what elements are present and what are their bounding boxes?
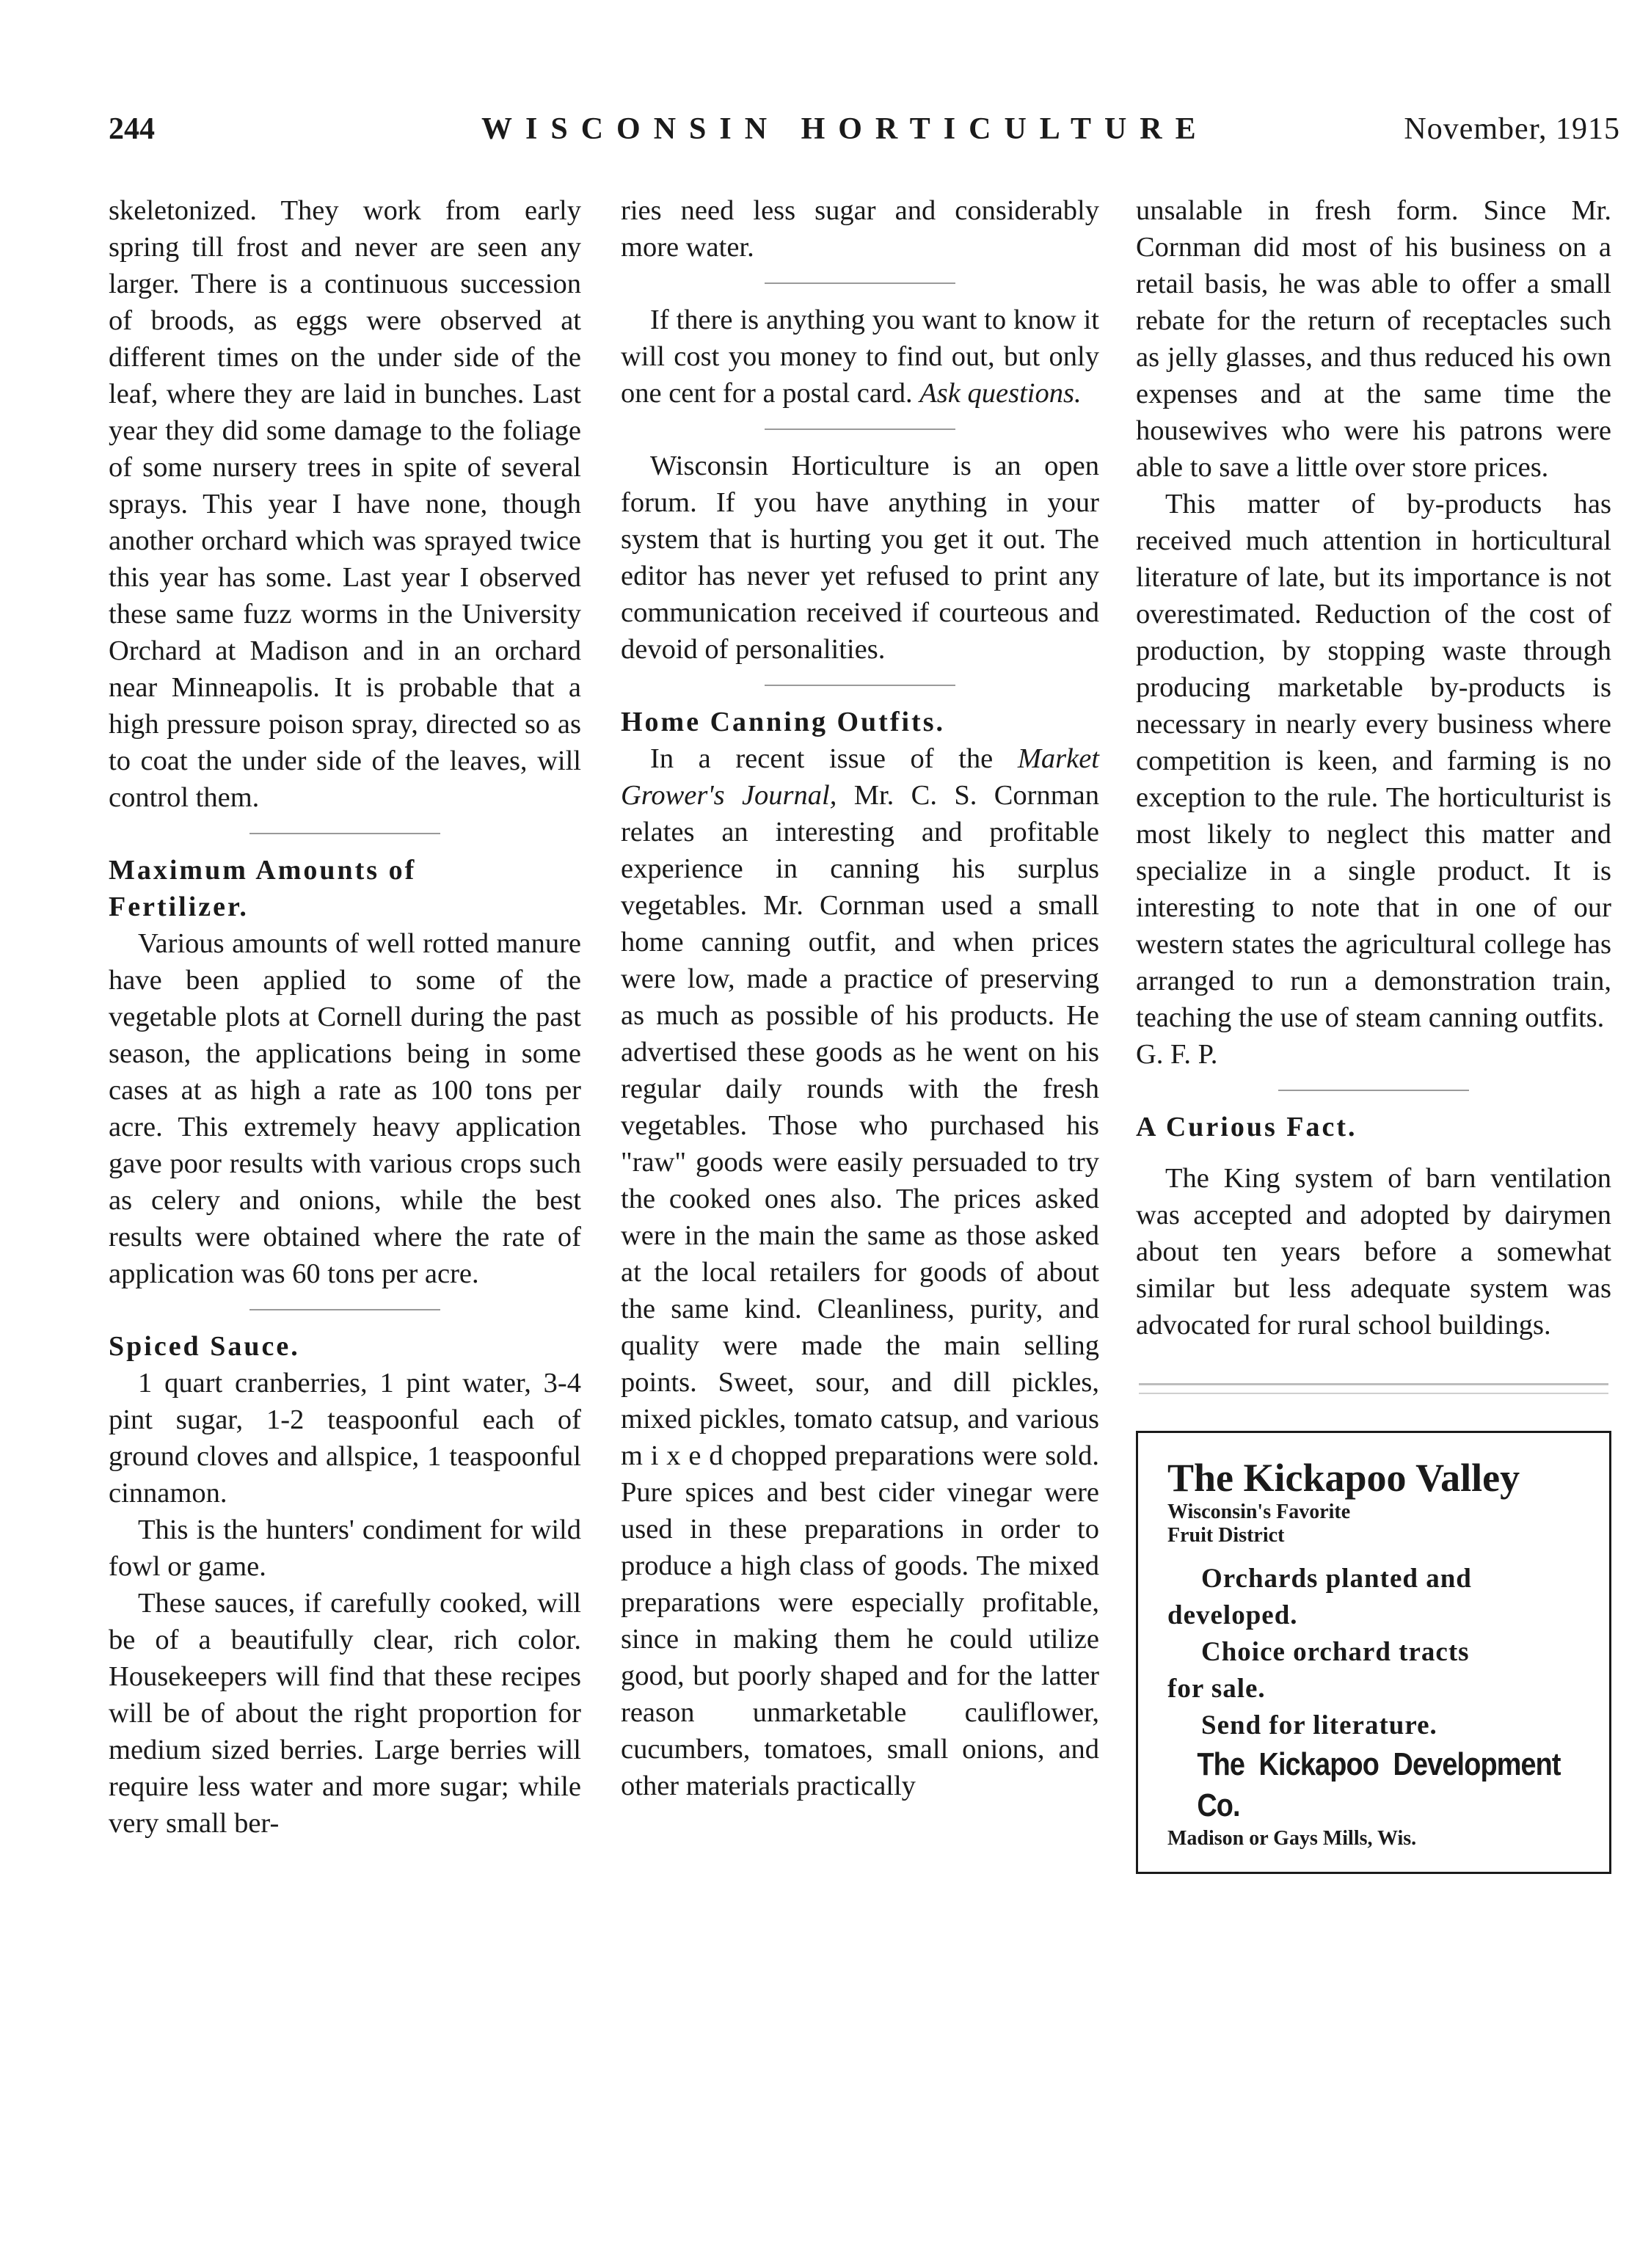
journal-name-emphasis: Market Grower's Journal, <box>621 743 1100 811</box>
author-signature: G. F. P. <box>1136 1039 1218 1070</box>
ad-title: The Kickapoo Valley <box>1167 1456 1520 1500</box>
running-header <box>109 112 1620 156</box>
section-divider <box>249 1309 440 1310</box>
ad-tracts-line: for sale. <box>1167 1674 1266 1704</box>
column-right <box>1136 192 1611 1874</box>
ad-orchards-line: Orchards planted and <box>1201 1564 1472 1594</box>
heading-maximum-fertilizer <box>109 852 581 925</box>
sauces-paragraph: These sauces, if carefully cooked, will be of a beautifully clear, rich color. Housekeepers will find that these recipes will be of about the right proportion for medium sized berries. Large berries will require less water and more sugar; while very small ber- <box>109 1588 581 1839</box>
canning-continuation-paragraph: unsalable in fresh form. Since Mr. Cornman did most of his business on a retail basis, he was able to offer a small rebate for the return of receptacles such as jelly glasses, and thus reduced his own expenses and at the same time the housewives who were his patrons were able to save a little over store prices. <box>1136 195 1611 483</box>
ad-address: Madison or Gays Mills, Wis. <box>1167 1827 1417 1850</box>
issue-date: November, 1915 <box>1404 112 1620 146</box>
section-divider <box>249 833 440 834</box>
section-divider <box>765 685 955 686</box>
advert-divider <box>1139 1383 1608 1385</box>
heading-line: Fertilizer. <box>109 891 249 922</box>
ad-company-name: The Kickapoo Development Co. <box>1197 1746 1561 1823</box>
recipe-paragraph: 1 quart cranberries, 1 pint water, 3-4 pint sugar, 1-2 teaspoonful each of ground cloves and allspice, 1 teaspoonful cinnamon. <box>109 1368 581 1509</box>
ad-orchards-line: developed. <box>1167 1600 1298 1630</box>
sauce-continuation-paragraph: ries need less sugar and considerably more water. <box>621 195 1099 263</box>
kickapoo-advertisement <box>1136 1431 1611 1874</box>
page-number: 244 <box>109 112 155 146</box>
heading-spiced-sauce: Spiced Sauce. <box>109 1331 300 1362</box>
fertilizer-paragraph: Various amounts of well rotted manure have been applied to some of the vegetable plots at Cornell during the past season, the applications being in some cases at as high a rate as 100 tons per acre. This extremely heavy application gave poor results with various crops such as celery and onions, while the best results were obtained where the rate of application was 60 tons per acre. <box>109 928 581 1289</box>
questions-text: If there is anything you want to know it will cost you money to find out, but only one cent for a postal card. <box>621 305 1099 409</box>
ask-questions-emphasis: Ask questions. <box>919 378 1082 409</box>
column-left <box>109 192 581 1842</box>
curious-fact-paragraph: The King system of barn ventilation was accepted and adopted by dairymen about ten years before a somewhat similar but less adequate system was advocated for rural school buildings. <box>1136 1163 1611 1341</box>
ad-subtitle: Wisconsin's Favorite <box>1167 1501 1351 1523</box>
heading-home-canning: Home Canning Outfits. <box>621 707 945 737</box>
canning-text-body: Mr. C. S. Cornman relates an interesting and profitable experience in canning his surplus vegetables. Mr. Cornman used a small home canning outfit, and when prices were low, made a practice of preserving as much as possible of his products. He advertised these goods as he went on his regular daily rounds with the fresh vegetables. Those who purchased his "raw" goods were easily persuaded to try the cooked ones also. The prices asked were in the main the same as those asked at the local retailers for goods of about the same kind. Cleanliness, purity, and quality were made the main selling points. Sweet, sour, and dill pickles, mixed pickles, tomato catsup, and various m i x e d chopped preparations were sold. Pure spices and best cider vinegar were used in these preparations in order to produce a high class of goods. The mixed preparations were especially profitable, since in making them he could utilize good, but poorly shaped and for the latter reason unmarketable cauliflower, cucumbers, tomatoes, small onions, and other materials practically <box>621 780 1100 1801</box>
advert-divider <box>1139 1393 1608 1394</box>
section-divider <box>765 282 955 284</box>
section-divider <box>1278 1090 1469 1091</box>
journal-title: WISCONSIN HORTICULTURE <box>481 112 1209 146</box>
questions-paragraph <box>621 302 1099 412</box>
ad-literature-line: Send for literature. <box>1201 1710 1437 1740</box>
section-divider <box>765 429 955 430</box>
open-forum-paragraph: Wisconsin Horticulture is an open forum. If you have anything in your system that is hurting you get it out. The editor has never yet refused to print any communication received if courteous and devoid of personalities. <box>621 451 1099 665</box>
heading-line: Maximum Amounts of <box>109 855 417 886</box>
canning-paragraph <box>621 740 1099 1804</box>
by-products-paragraph: This matter of by-products has received much attention in horticultural literature of late, but its importance is not overestimated. Reduction of the cost of production, by stopping waste through producing marketable by-products is necessary in nearly every business where competition is keen, and farming is no exception to the rule. The horticulturist is most likely to neglect this matter and specialize in a single product. It is interesting to note that in one of our western states the agricultural college has arranged to run a demonstration train, teaching the use of steam canning outfits. <box>1136 489 1611 1033</box>
ad-subtitle: Fruit District <box>1167 1524 1285 1547</box>
ad-tracts-line: Choice orchard tracts <box>1201 1637 1470 1667</box>
heading-curious-fact: A Curious Fact. <box>1136 1112 1357 1142</box>
article-continuation-paragraph: skeletonized. They work from early spring till frost and never are seen any larger. There is a continuous succession of broods, as eggs were observed at different times on the under side of the leaf, where they are laid in bunches. Last year they did some damage to the foliage of some nursery trees in spite of several sprays. This year I have none, though another orchard which was sprayed twice this year has some. Last year I observed these same fuzz worms in the University Orchard at Madison and in an orchard near Minneapolis. It is probable that a high pressure poison spray, directed so as to coat the under side of the leaves, will control them. <box>109 195 581 813</box>
canning-text-start: In a recent issue of the <box>650 743 994 774</box>
condiment-paragraph: This is the hunters' condiment for wild fowl or game. <box>109 1514 581 1582</box>
column-middle <box>621 192 1099 1804</box>
